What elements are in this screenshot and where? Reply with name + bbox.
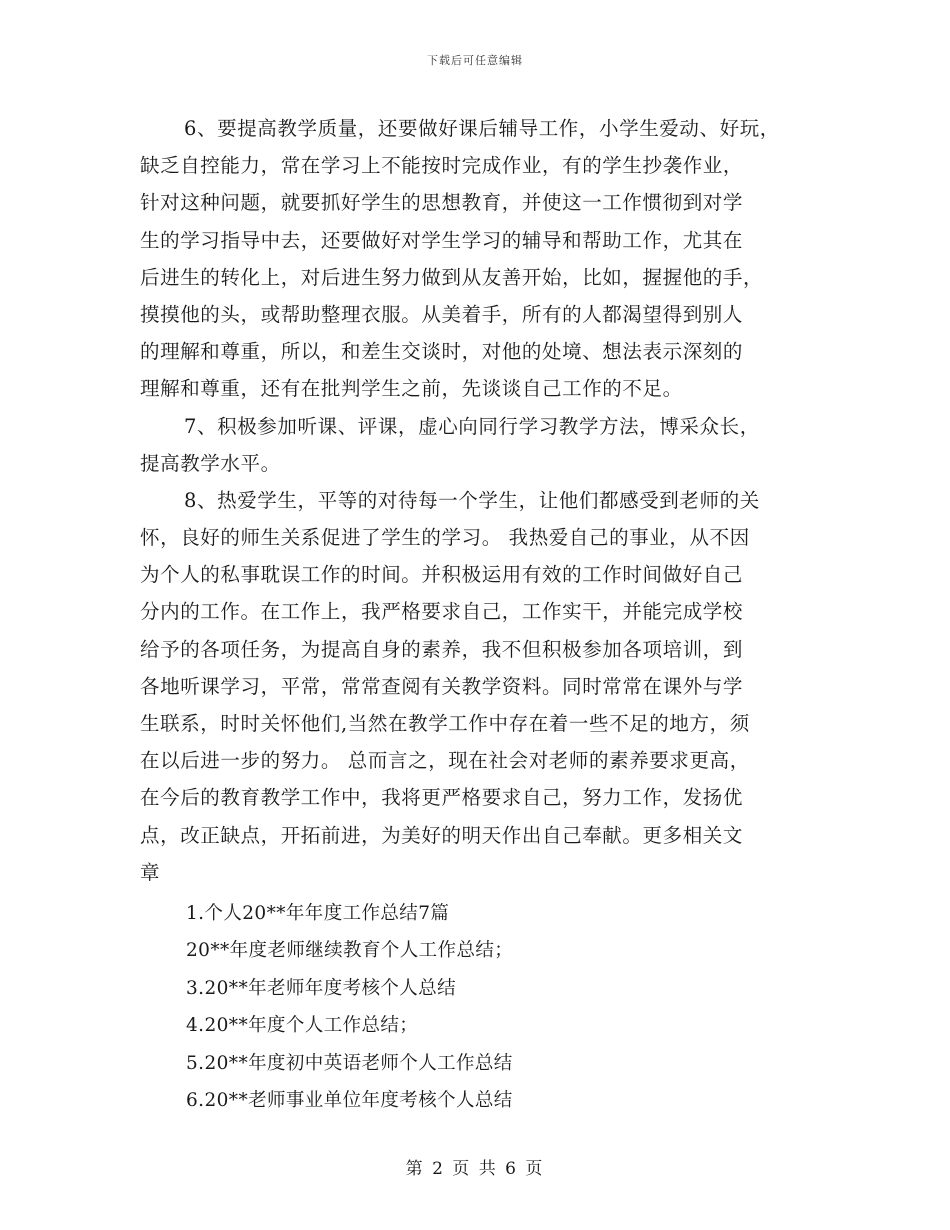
paragraph-line: 理解和尊重，还有在批判学生之前，先谈谈自己工作的不足。 — [140, 377, 683, 401]
paragraph-line: 摸摸他的头，或帮助整理衣服。从美着手，所有的人都渴望得到别人 — [140, 302, 744, 326]
paragraph-line: 为个人的私事耽误工作的时间。并积极运用有效的工作时间做好自己 — [140, 563, 744, 587]
paragraph-line: 章 — [140, 860, 161, 884]
paragraph-line: 给予的各项任务，为提高自身的素养，我不但积极参加各项培训，到 — [140, 637, 744, 661]
page-header: 下载后可任意编辑 — [427, 54, 523, 67]
document-body — [140, 110, 820, 1120]
related-article-link[interactable]: 6.20**老师事业单位年度考核个人总结 — [186, 1090, 513, 1112]
paragraph-line: 怀，良好的师生关系促进了学生的学习。 我热爱自己的事业，从不因 — [140, 526, 750, 550]
related-article-link[interactable]: 20**年度老师继续教育个人工作总结； — [186, 940, 514, 962]
paragraph-line: 分内的工作。在工作上，我严格要求自己，工作实干，并能完成学校 — [140, 600, 744, 624]
paragraph-line: 7、积极参加听课、评课，虚心向同行学习教学方法，博采众长， — [184, 414, 760, 438]
paragraph-7 — [140, 408, 820, 482]
paragraph-line: 提高教学水平。 — [140, 451, 281, 475]
paragraph-line: 缺乏自控能力，常在学习上不能按时完成作业，有的学生抄袭作业， — [140, 154, 744, 178]
paragraph-line: 后进生的转化上，对后进生努力做到从友善开始，比如，握握他的手， — [140, 265, 764, 289]
paragraph-line: 在以后进一步的努力。 总而言之，现在社会对老师的素养要求更高， — [140, 749, 750, 773]
related-article-link[interactable]: 4.20**年度个人工作总结； — [186, 1015, 419, 1037]
paragraph-line: 的理解和尊重，所以，和差生交谈时，对他的处境、想法表示深刻的 — [140, 340, 744, 364]
paragraph-line: 6、要提高教学质量，还要做好课后辅导工作，小学生爱动、好玩， — [184, 117, 780, 140]
paragraph-6 — [140, 110, 820, 408]
paragraph-line: 生的学习指导中去，还要做好对学生学习的辅导和帮助工作，尤其在 — [140, 228, 744, 252]
related-article-link[interactable]: 1.个人20**年年度工作总结7篇 — [186, 902, 450, 924]
paragraph-line: 8、热爱学生，平等的对待每一个学生，让他们都感受到老师的关 — [184, 488, 760, 512]
related-articles-list — [140, 895, 820, 1120]
paragraph-8 — [140, 482, 820, 891]
paragraph-line: 针对这种问题，就要抓好学生的思想教育，并使这一工作惯彻到对学 — [140, 191, 744, 215]
paragraph-line: 点，改正缺点，开拓前进，为美好的明天作出自己奉献。更多相关文 — [140, 823, 744, 847]
related-article-link[interactable]: 3.20**年老师年度考核个人总结 — [186, 977, 456, 999]
paragraph-line: 在今后的教育教学工作中，我将更严格要求自己，努力工作，发扬优 — [140, 786, 744, 810]
related-article-link[interactable]: 5.20**年度初中英语老师个人工作总结 — [186, 1052, 513, 1074]
paragraph-line: 各地听课学习，平常，常常查阅有关教学资料。同时常常在课外与学 — [140, 674, 744, 698]
paragraph-line: 生联系，时时关怀他们,当然在教学工作中存在着一些不足的地方，须 — [140, 712, 750, 735]
page-number: 第 2 页 共 6 页 — [405, 1159, 545, 1179]
